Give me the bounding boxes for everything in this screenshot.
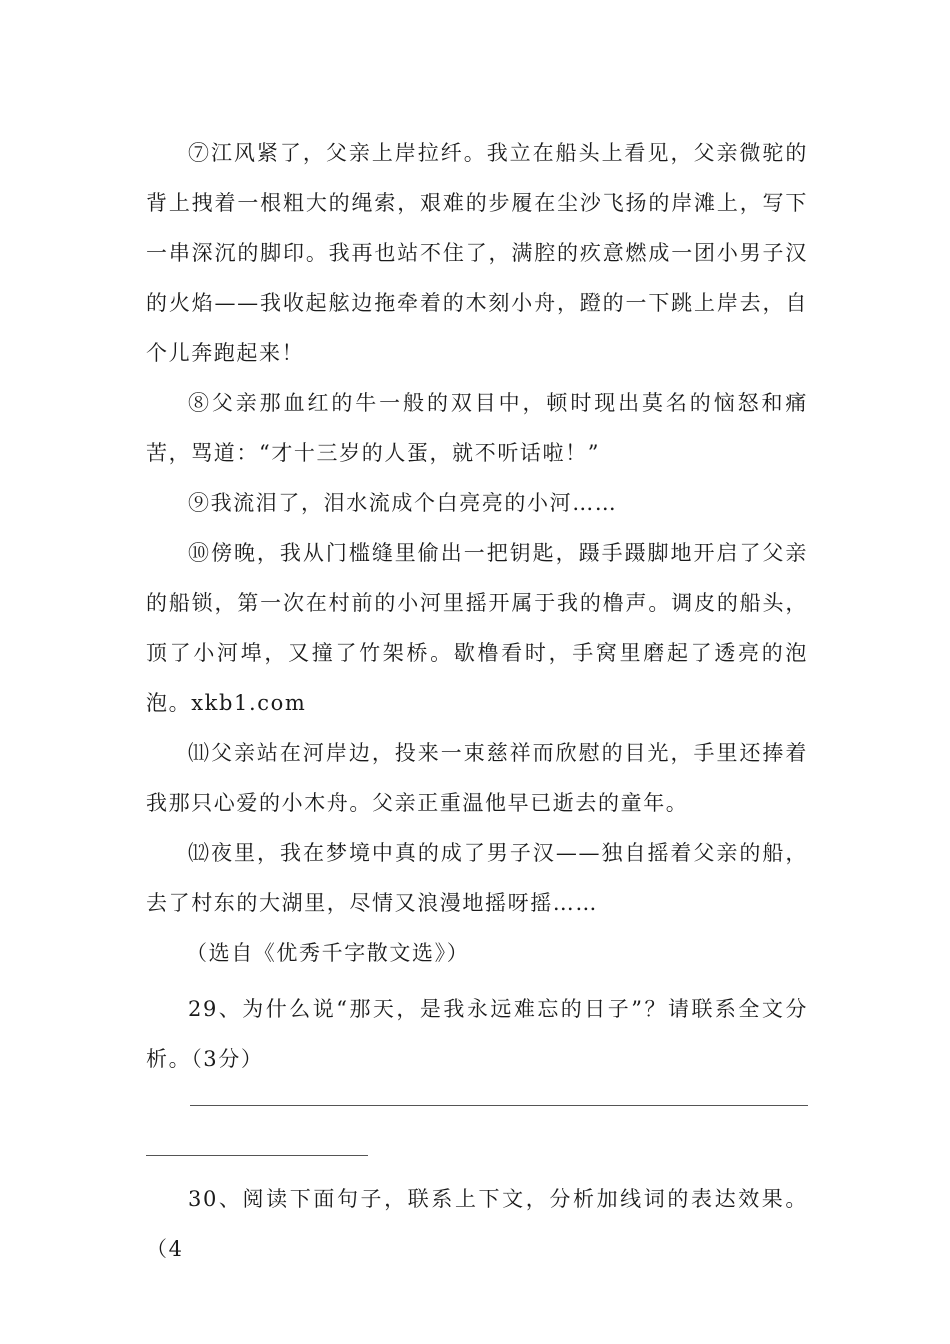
paragraph-11: ⑾父亲站在河岸边，投来一束慈祥而欣慰的目光，手里还捧着我那只心爱的小木舟。父亲正重温他早已逝去的童年。 [146,741,808,815]
question-29: 29、为什么说“那天，是我永远难忘的日子”？请联系全文分析。（3分） [146,997,808,1071]
answer-line-1[interactable] [190,1105,808,1106]
paragraph-10: ⑩傍晚，我从门槛缝里偷出一把钥匙，蹑手蹑脚地开启了父亲的船锁，第一次在村前的小河里摇开属于我的橹声。调皮的船头，顶了小河埠，又撞了竹架桥。歇橹看时，手窝里磨起了透亮的泡泡。xkb1.com [146,541,808,715]
paragraph-8: ⑧父亲那血红的牛一般的双目中，顿时现出莫名的恼怒和痛苦，骂道：“才十三岁的人蛋，就不听话啦！” [146,391,808,465]
question-30: 30、阅读下面句子，联系上下文，分析加线词的表达效果。（4 [146,1187,808,1261]
paragraph-7: ⑦江风紧了，父亲上岸拉纤。我立在船头上看见，父亲微驼的背上拽着一根粗大的绳索，艰难的步履在尘沙飞扬的岸滩上，写下一串深沉的脚印。我再也站不住了，满腔的疚意燃成一团小男子汉的火焰——我收起舷边拖牵着的木刻小舟，蹬的一下跳上岸去，自个儿奔跑起来！ [146,141,808,365]
paragraph-12: ⑿夜里，我在梦境中真的成了男子汉——独自摇着父亲的船，去了村东的大湖里，尽情又浪漫地摇呀摇…… [146,841,808,915]
answer-line-2[interactable] [146,1155,368,1156]
paragraph-9: ⑨我流泪了，泪水流成个白亮亮的小河…… [188,491,618,515]
source-citation: （选自《优秀千字散文选》） [186,941,470,965]
